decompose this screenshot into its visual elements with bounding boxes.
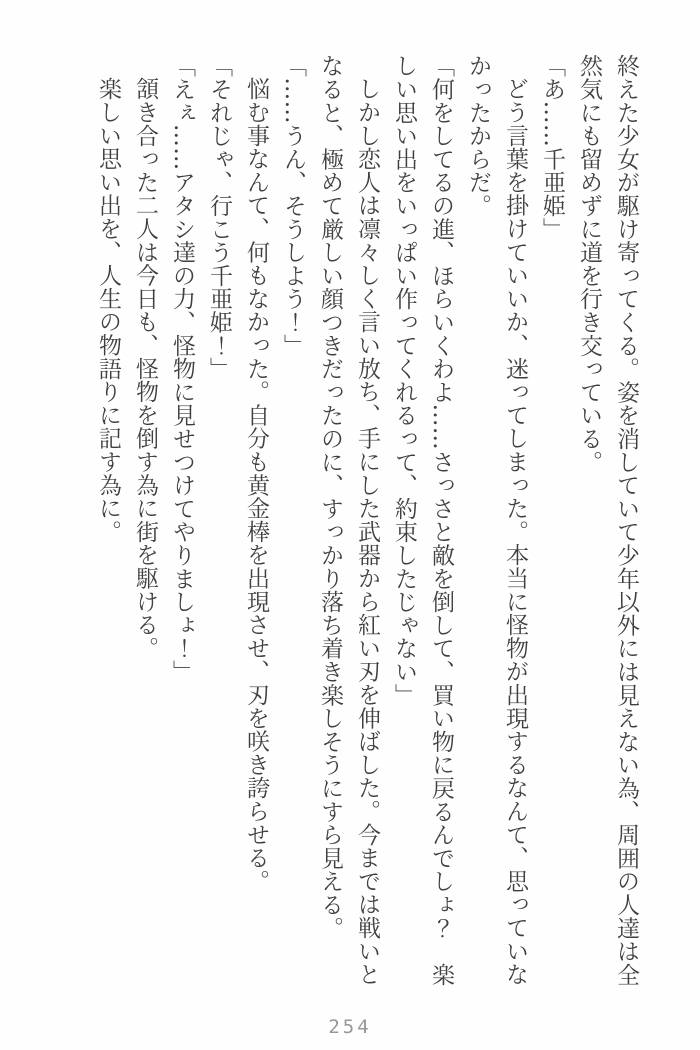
paragraph: しかし恋人は凛々しく言い放ち、手にした武器から紅い刃を伸ばした。今までは戦いとなると、極めて厳しい顔つきだったのに、すっかり落ち着き楽しそうにすら見える。: [317, 54, 380, 986]
vertical-text-area: [84, 54, 644, 986]
paragraph: 悩む事なんて、何もなかった。自分も黄金棒を出現させ、刃を咲き誇らせる。: [243, 77, 269, 893]
page-number: 254: [328, 1016, 372, 1038]
paragraph: 楽しい思い出を、人生の物語りに記す為に。: [95, 77, 121, 543]
paragraph: どう言葉を掛けていいか、迷ってしまった。本当に怪物が出現するなんて、思っていなかったからだ。: [465, 54, 528, 986]
paragraph: 頷き合った二人は今日も、怪物を倒す為に街を駆ける。: [132, 77, 158, 660]
paragraph-dialogue: 「何をしてるの進、ほらいくわよ……さっさと敵を倒して、買い物に戻るんでしょ？ 楽しい思い出をいっぱい作ってくれるって、約束したじゃない」: [391, 54, 454, 986]
paragraph-dialogue: 「えぇ……アタシ達の力、怪物に見せつけてやりましょ！」: [169, 54, 195, 684]
paragraph-dialogue: 「それじゃ、行こう千亜姫！」: [206, 54, 232, 381]
paragraph-dialogue: 「……うん、そうしよう！」: [280, 54, 306, 357]
paragraph-dialogue: 「あ……千亜姫」: [539, 54, 565, 241]
paragraph: 終えた少女が駆け寄ってくる。姿を消していて少年以外には見えない為、周囲の人達は全然気にも留めずに道を行き交っている。: [576, 54, 639, 986]
